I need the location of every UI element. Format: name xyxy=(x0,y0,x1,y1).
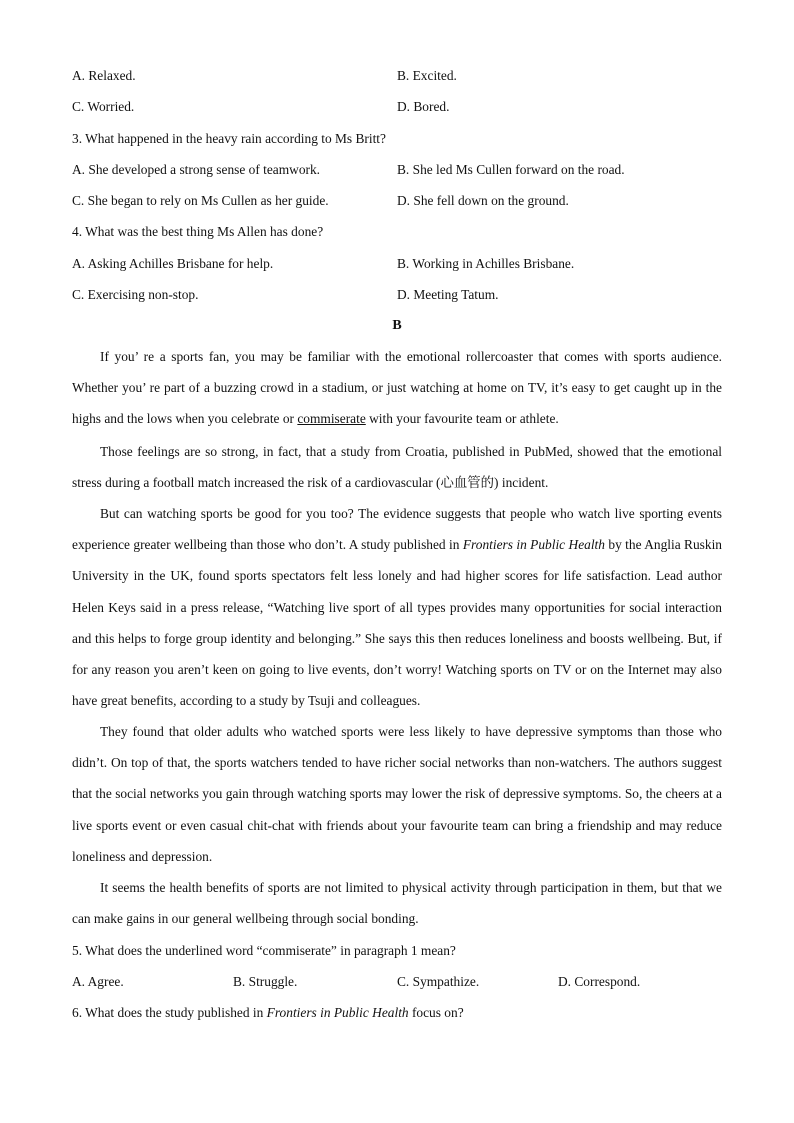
q6-journal-title: Frontiers in Public Health xyxy=(266,1005,409,1020)
q5-stem: 5. What does the underlined word “commiserate” in paragraph 1 mean? xyxy=(72,943,456,958)
passage-paragraph-2: Those feelings are so strong, in fact, that a study from Croatia, published in PubMed, showed that the emotional stress during a football match increased the risk of a cardiovascular (心血管的) incident. xyxy=(72,444,722,491)
underlined-word: commiserate xyxy=(297,411,366,427)
q2-option-b: B. Excited. xyxy=(397,68,457,83)
q3-stem: 3. What happened in the heavy rain according to Ms Britt? xyxy=(72,131,386,146)
q3-option-b: B. She led Ms Cullen forward on the road. xyxy=(397,162,625,177)
passage-paragraph-3: But can watching sports be good for you too? The evidence suggests that people who watch live sporting events experience greater wellbeing than those who don’t. A study published in Frontiers in Public Health by the Anglia Ruskin University in the UK, found sports spectators felt less lonely and had higher scores for life satisfaction. Lead author Helen Keys said in a press release, “Watching live sport of all types provides many opportunities for social interaction and this helps to forge group identity and belonging.” She says this then reduces loneliness and boosts wellbeing. But, if for any reason you aren’t keen on going to live events, don’t worry! Watching sports on TV or on the Internet may also have great benefits, according to a study by Tsuji and colleagues. xyxy=(72,506,723,709)
passage-paragraph-4: They found that older adults who watched sports were less likely to have depressive symptoms than those who didn’t. On top of that, the sports watchers tended to have richer social networks than non-watchers. The authors suggest that the social networks you gain through watching sports may lower the risk of depressive symptoms. So, the cheers at a live sports event or even casual chit-chat with friends about your favourite team can bring a friendship and may reduce loneliness and depression. xyxy=(72,724,722,864)
q2-option-d: D. Bored. xyxy=(397,99,450,114)
q3-option-c: C. She began to rely on Ms Cullen as her guide. xyxy=(72,193,329,208)
q3-option-d: D. She fell down on the ground. xyxy=(397,193,569,208)
passage-paragraph-5: It seems the health benefits of sports are not limited to physical activity through participation in them, but that we can make gains in our general wellbeing through social bonding. xyxy=(72,880,722,927)
q4-option-a: A. Asking Achilles Brisbane for help. xyxy=(72,256,274,271)
q5-option-a: A. Agree. xyxy=(72,974,124,989)
passage-paragraph-1: If you’ re a sports fan, you may be familiar with the emotional rollercoaster that comes with sports audience. Whether you’ re part of a buzzing crowd in a stadium, or just watching at home on TV, it’s easy to get caught up in the highs and the lows when you celebrate or commiserate with your favourite team or athlete. xyxy=(72,349,722,427)
q2-option-a: A. Relaxed. xyxy=(72,68,136,83)
q4-option-b: B. Working in Achilles Brisbane. xyxy=(397,256,575,271)
q5-option-b: B. Struggle. xyxy=(233,974,298,989)
q4-option-c: C. Exercising non-stop. xyxy=(72,287,199,302)
q5-option-d: D. Correspond. xyxy=(558,974,641,989)
section-heading: B xyxy=(392,318,402,333)
q2-option-c: C. Worried. xyxy=(72,99,135,114)
q3-option-a: A. She developed a strong sense of teamwork. xyxy=(72,162,321,177)
q6-stem: 6. What does the study published in Frontiers in Public Health focus on? xyxy=(72,1005,464,1020)
q5-option-c: C. Sympathize. xyxy=(397,974,480,989)
q4-option-d: D. Meeting Tatum. xyxy=(397,287,499,302)
q4-stem: 4. What was the best thing Ms Allen has done? xyxy=(72,224,324,239)
journal-title: Frontiers in Public Health xyxy=(462,537,605,553)
